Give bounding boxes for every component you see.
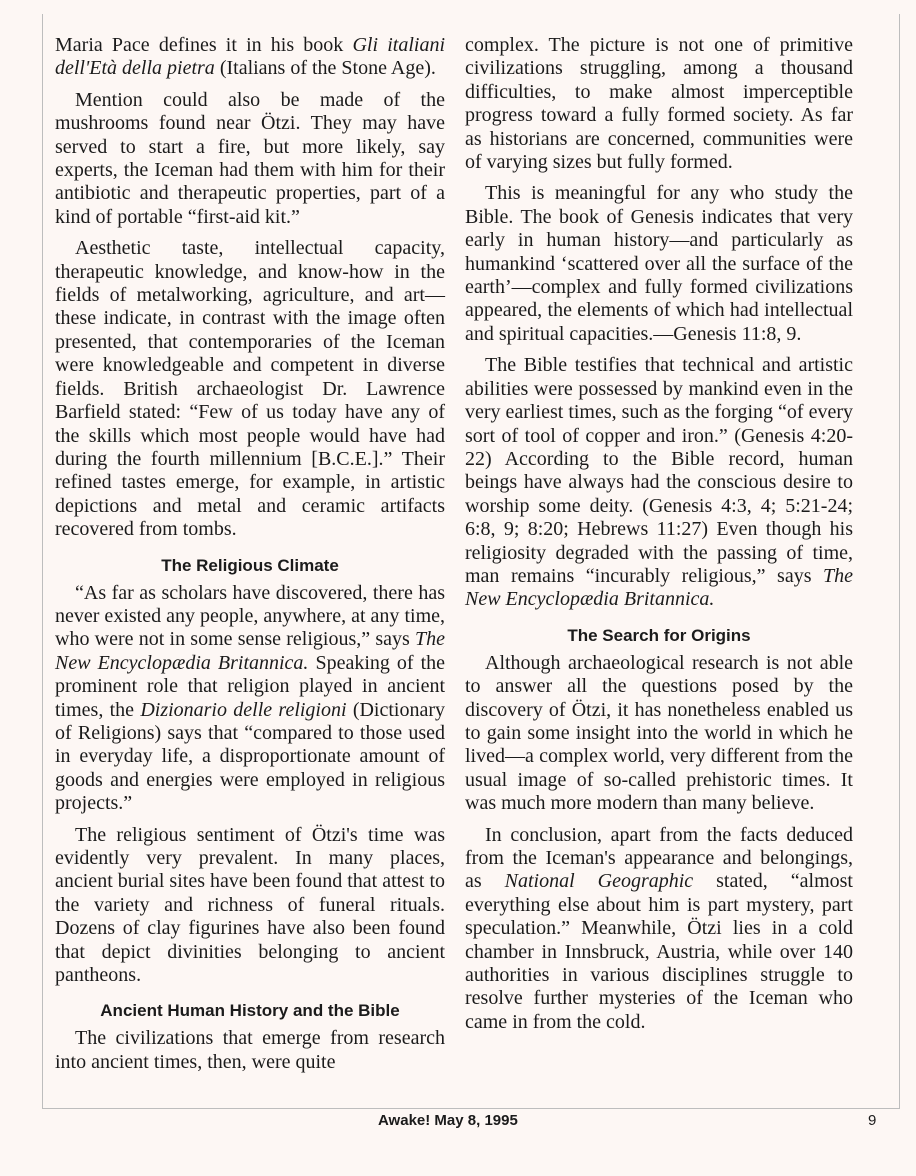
book-title: The New Encyclopædia Britannica. — [465, 564, 853, 611]
paragraph: This is meaningful for any who study the Bible. The book of Genesis indicates that very early in human history—and particularly as humankind ‘scattered over all the surface of the earth’—complex and fully formed civilizations appeared, the elements of which had intellectual and spiritual capacities.—Genesis 11:8, 9. — [465, 182, 853, 345]
paragraph: Mention could also be made of the mushrooms found near Ötzi. They may have served to start a fire, but more likely, say experts, the Iceman had them with him for their antibiotic and therapeutic properties, part of a kind of portable “first-aid kit.” — [55, 88, 445, 228]
paragraph: The civilizations that emerge from research into ancient times, then, were quite — [55, 1027, 445, 1073]
paragraph: The religious sentiment of Ötzi's time was evidently very prevalent. In many places, ancient burial sites have been found that attest to the variety and richness of funeral rituals. Dozens of clay figurines have also been found that depict divinities belonging to ancient pantheons. — [55, 823, 445, 987]
paragraph: In conclusion, apart from the facts deduced from the Iceman's appearance and belongings, as National Geographic stated, “almost everything else about him is part mystery, part speculation.” Meanwhile, Ötzi lies in a cold chamber in Innsbruck, Austria, while over 140 authorities in various disciplines struggle to resolve further mysteries of the Iceman who came in from the cold. — [465, 823, 853, 1033]
page-number: 9 — [868, 1112, 877, 1129]
paragraph: The Bible testifies that technical and artistic abilities were possessed by mankind even in the very earliest times, such as the forging “of every sort of tool of copper and iron.” (Genesis 4:20-22) According to the Bible record, human beings have always had the conscious desire to worship some deity. (Genesis 4:3, 4; 5:21-24; 6:8, 9; 8:20; Hebrews 11:27) Even though his religiosity degraded with the passing of time, man remains “incurably religious,” says The New Encyclopædia Britannica. — [465, 354, 853, 611]
section-heading: Ancient Human History and the Bible — [100, 1001, 400, 1021]
left-column — [55, 34, 445, 1082]
paragraph: complex. The picture is not one of primitive civilizations struggling, among a thousand difficulties, to make almost imperceptible progress toward a fully formed society. As far as historians are concerned, communities were of varying sizes but fully formed. — [465, 34, 853, 174]
paragraph: Maria Pace defines it in his book Gli italiani dell'Età della pietra (Italians of the Stone Age). — [55, 34, 445, 80]
publication-title: National Geographic — [504, 870, 694, 893]
book-title: Gli italiani dell'Età della pietra — [55, 34, 445, 80]
page-footer — [0, 1112, 916, 1134]
section-heading: The Search for Origins — [567, 625, 751, 645]
book-title: The New Encyclopædia Britannica. — [55, 628, 445, 674]
paragraph: “As far as scholars have discovered, there has never existed any people, anywhere, at any time, who were not in some sense religious,” says The New Encyclopædia Britannica. Speaking of the prominent role that religion played in ancient times, the Dizionario delle religioni (Dictionary of Religions) says that “compared to those used in everyday life, a disproportionate amount of goods and energies were employed in religious projects.” — [55, 581, 446, 815]
right-column — [465, 34, 853, 1042]
section-heading: The Religious Climate — [161, 555, 339, 575]
paragraph: Although archaeological research is not able to answer all the questions posed by the discovery of Ötzi, it has nonetheless enabled us to gain some insight into the world in which he lived—a complex world, very different from the usual image of so-called prehistoric times. It was much more modern than many believe. — [465, 651, 853, 815]
paragraph: Aesthetic taste, intellectual capacity, therapeutic knowledge, and know-how in the fields of metalworking, agriculture, and art—these indicate, in contrast with the image often presented, that contemporaries of the Iceman were knowledgeable and competent in diverse fields. British archaeologist Dr. Lawrence Barfield stated: “Few of us today have any of the skills which most people would have had during the fourth millennium [B.C.E.].” Their refined tastes emerge, for example, in artistic depictions and metal and ceramic artifacts recovered from tombs. — [55, 237, 445, 541]
footer-label: Awake! May 8, 1995 — [378, 1112, 518, 1129]
book-title: Dizionario delle religioni — [140, 698, 347, 721]
